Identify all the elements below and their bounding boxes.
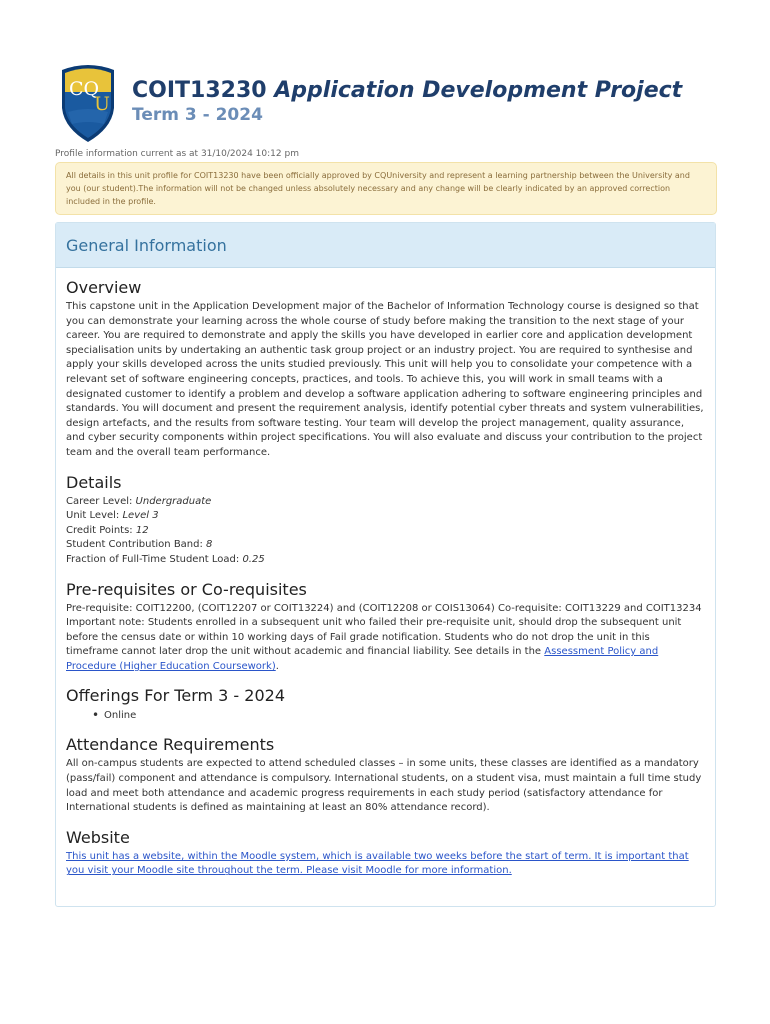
contribution-band-label: Student Contribution Band: [66, 539, 207, 551]
attendance-heading: Attendance Requirements [66, 735, 275, 755]
prerequisites-text: Pre-requisite: COIT12200, (COIT12207 or COIT13224) and (COIT12208 or COIS13064) Co-requisite: COIT13229 and COIT13234 [66, 602, 702, 614]
panel-body [56, 268, 715, 879]
credit-points-label: Credit Points: [66, 524, 136, 536]
moodle-website-link[interactable]: This unit has a website, within the Moodle system, which is available two weeks before the start of term. It is important that you visit your Moodle site throughout the term. Please visit Moodle for more information. [66, 850, 689, 877]
important-note-end: . [275, 660, 279, 672]
overview-text: This capstone unit in the Application Development major of the Bachelor of Information Technology course is designed so that you can demonstrate your learning across the whole course of study before making the transition to the next stage of your career. You are required to demonstrate and apply the skills you have developed in earlier core and application development specialisation units by undertaking an authentic task group project or an industry project. You are required to synthesise and apply your skills developed across the units studied previously. This unit will help you to consolidate your competence with a relevant set of software engineering concepts, practices, and tools. To achieve this, you will work in small teams with a designated customer to identify a problem and develop a software application adhering to software engineering principles and standards. You will document and present the requirement analysis, identify potential cyber threats and system vulnerabilities, design artefacts, and the results from software testing. Your team will develop the project management, quality assurance, and cyber security components within project specifications. You will also evaluate and discuss your contribution to the project team and the overall team performance. [66, 301, 704, 458]
unit-name: Application Development Project [274, 78, 683, 103]
contribution-band-row [66, 538, 705, 553]
student-load-row [66, 553, 705, 568]
important-note [66, 616, 705, 674]
unit-code: COIT13230 [132, 78, 267, 103]
contribution-band-value: 8 [206, 539, 213, 551]
offerings-section [66, 686, 705, 723]
career-level-value: Undergraduate [135, 495, 212, 507]
title-block [132, 78, 682, 125]
unit-level-value: Level 3 [122, 510, 159, 522]
prerequisites-heading: Pre-requisites or Co-requisites [66, 579, 307, 599]
details-section [66, 473, 705, 568]
profile-timestamp: Profile information current as at 31/10/2024 10:12 pm [55, 149, 299, 159]
page-header [60, 62, 720, 152]
list-item: • Online [104, 709, 705, 723]
unit-level-row [66, 509, 705, 524]
credit-points-row [66, 524, 705, 539]
website-section [66, 828, 705, 879]
assessment-policy-link[interactable]: Assessment Policy and Procedure (Higher Education Coursework) [66, 646, 659, 672]
website-heading: Website [66, 827, 130, 847]
student-load-value: 0.25 [242, 553, 265, 565]
details-heading: Details [66, 472, 122, 492]
career-level-label: Career Level: [66, 495, 136, 507]
important-note-text: Important note: Students enrolled in a subsequent unit who failed their pre-requisite unit, should drop the subsequent unit before the census date or within 10 working days of Fail grade notification. Students who do not drop the unit in this timeframe cannot later drop the unit without academic and financial liability. See details in the [66, 617, 682, 658]
overview-section [66, 278, 705, 461]
approval-notice: All details in this unit profile for COIT13230 have been officially approved by CQUniversity and represent a learning partnership between the University and you (our student).The information will not be changed unless absolutely necessary and any change will be clearly indicated by an approved correction included in the profile. [55, 162, 717, 215]
attendance-text: All on-campus students are expected to attend scheduled classes – in some units, these classes are identified as a mandatory (pass/fail) component and attendance is compulsory. International students, on a student visa, must maintain a full time study load and meet both attendance and academic progress requirements in each study period (satisfactory attendance for International students is defined as maintaining at least an 80% attendance record). [66, 758, 702, 814]
page-title [132, 78, 682, 103]
career-level-row [66, 495, 705, 510]
student-load-label: Fraction of Full-Time Student Load: [66, 553, 243, 565]
offerings-heading: Offerings For Term 3 - 2024 [66, 686, 285, 706]
overview-heading: Overview [66, 278, 142, 297]
panel-heading: General Information [56, 223, 715, 268]
prerequisites-section [66, 580, 705, 675]
general-information-panel [55, 222, 716, 907]
term-label: Term 3 - 2024 [132, 105, 263, 125]
credit-points-value: 12 [135, 524, 149, 536]
attendance-section [66, 735, 705, 815]
unit-level-label: Unit Level: [66, 510, 123, 522]
svg-text:CQ: CQ [69, 78, 100, 100]
offerings-list [66, 709, 705, 723]
svg-text:U: U [94, 93, 111, 115]
cqu-logo [60, 62, 116, 144]
